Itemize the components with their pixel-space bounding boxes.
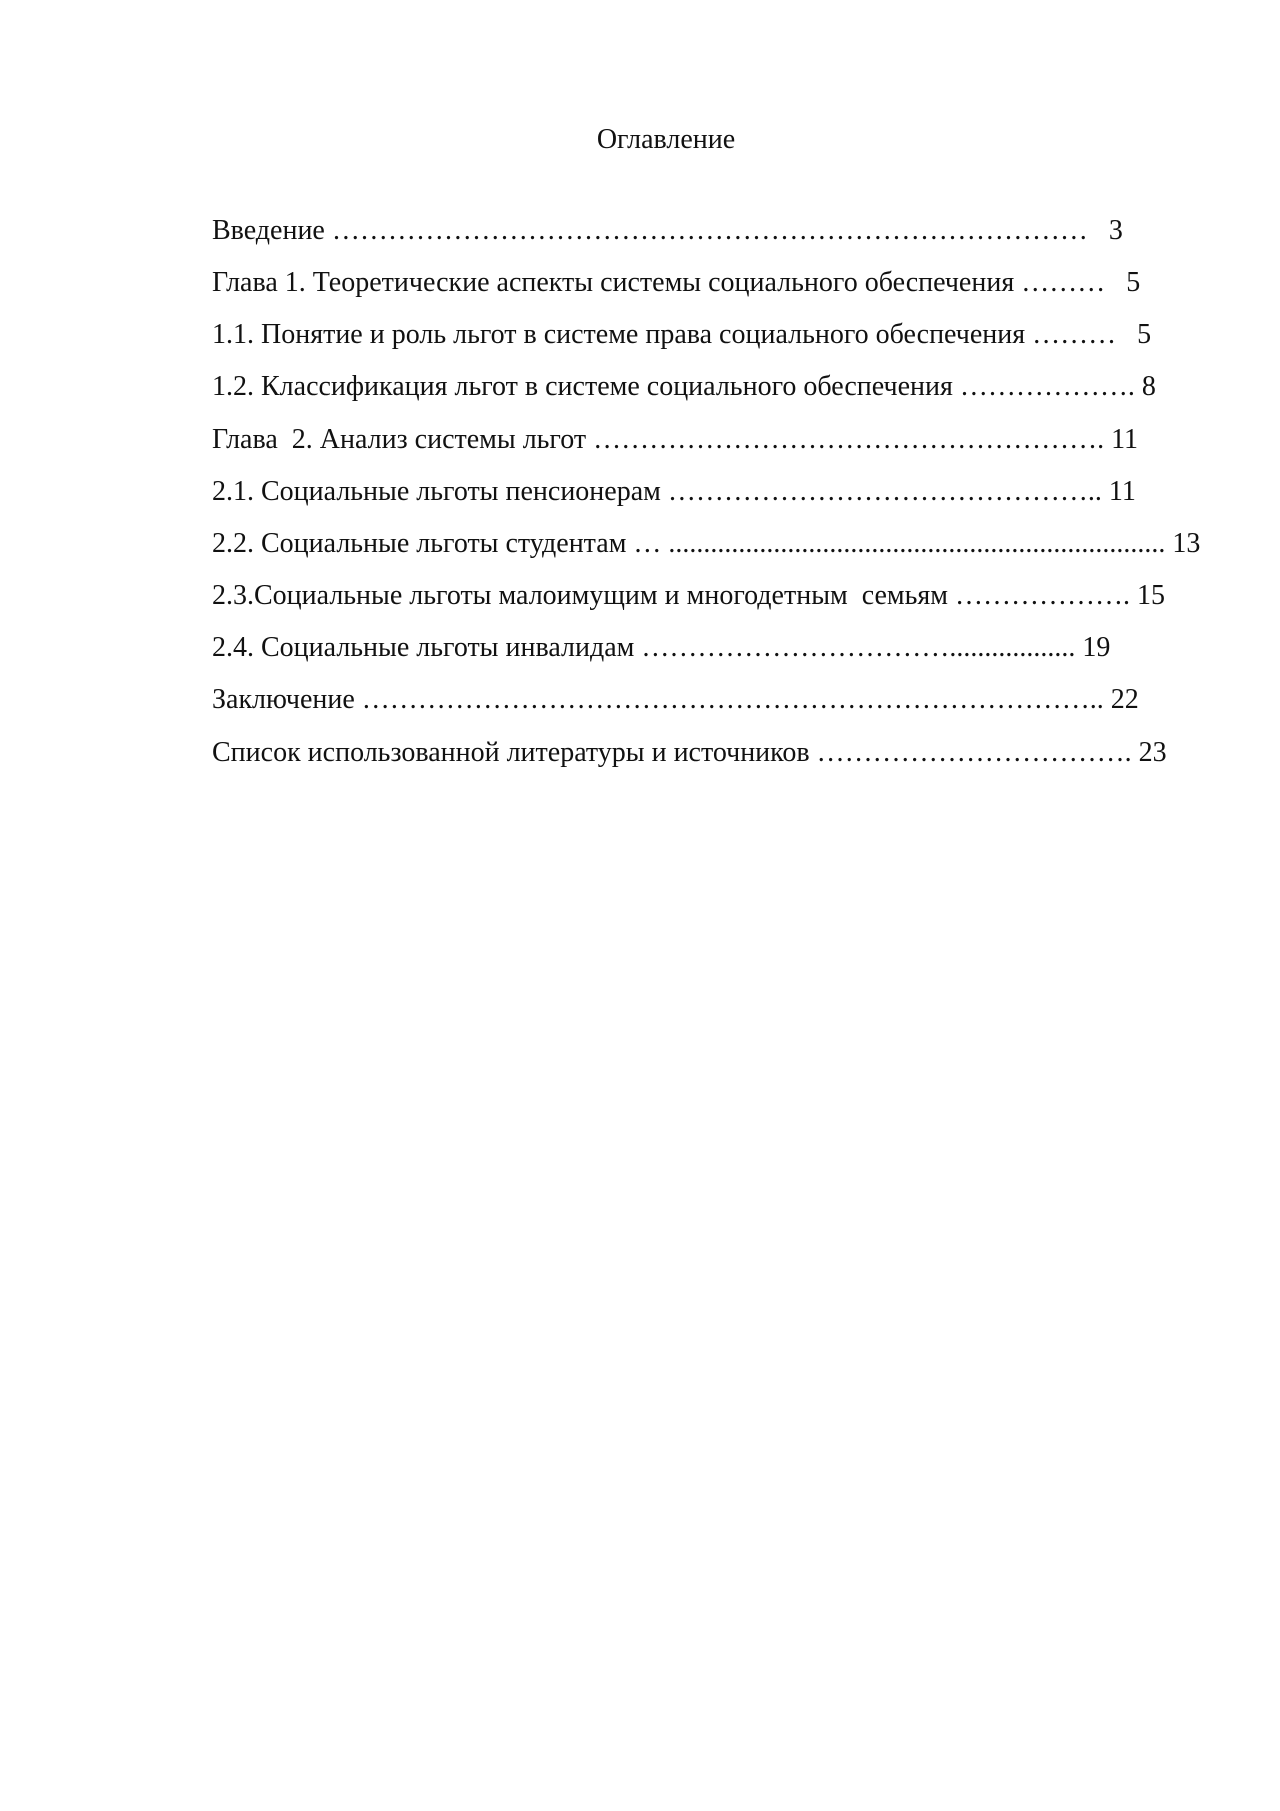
toc-entry-title: 1.1. Понятие и роль льгот в системе права социального обеспечения	[212, 319, 1026, 350]
toc-entry-page: 13	[1172, 528, 1201, 559]
toc-entry-title: Глава 1. Теоретические аспекты системы социального обеспечения	[212, 267, 1015, 298]
toc-entry-page: 19	[1082, 632, 1111, 663]
toc-entry-leader: …………………………….	[809, 737, 1139, 768]
toc-entry-page: 3	[1108, 215, 1123, 246]
toc-entry-leader: ………………………………………………………………………	[324, 215, 1109, 246]
toc-entry-references	[184, 699, 1167, 807]
toc-entry-leader: ……………………………………………………………………..	[354, 684, 1111, 715]
toc-heading: Оглавление	[596, 124, 736, 155]
toc-entry-title: 2.1. Социальные льготы пенсионерам	[212, 476, 661, 507]
toc-entry-page: 8	[1141, 371, 1156, 402]
toc-entry-title: Заключение	[212, 684, 355, 715]
toc-entry-title: Глава 2. Анализ системы льгот	[212, 424, 587, 455]
toc-entry-leader: ………	[1014, 267, 1127, 298]
toc-entry-leader: ……………………………..................	[634, 632, 1083, 663]
toc-entry-page: 23	[1138, 737, 1167, 768]
toc-entry-title: Список использованной литературы и источников	[212, 737, 810, 768]
toc-entry-page: 22	[1110, 684, 1139, 715]
toc-entry-leader: ……………………………………………….	[586, 424, 1112, 455]
toc-entry-leader: ……………….	[952, 371, 1142, 402]
toc-entry-leader: ………………………………………..	[660, 476, 1109, 507]
toc-entry-title: 2.4. Социальные льготы инвалидам	[212, 632, 635, 663]
toc-entry-page: 11	[1111, 424, 1139, 455]
toc-entry-leader: ……………….	[948, 580, 1138, 611]
toc-entry-leader: ………	[1025, 319, 1138, 350]
toc-entry-page: 15	[1137, 580, 1166, 611]
toc-entry-page: 11	[1108, 476, 1136, 507]
toc-entry-title: 2.2. Социальные льготы студентам	[212, 528, 627, 559]
toc-entry-title: 2.3.Социальные льготы малоимущим и многодетным семьям	[212, 580, 949, 611]
toc-entry-title: 1.2. Классификация льгот в системе социального обеспечения	[212, 371, 953, 402]
toc-entry-leader: … .......................................................................	[626, 528, 1173, 559]
toc-entry-page: 5	[1126, 267, 1141, 298]
toc-entry-title: Введение	[212, 215, 325, 246]
toc-entry-page: 5	[1137, 319, 1152, 350]
